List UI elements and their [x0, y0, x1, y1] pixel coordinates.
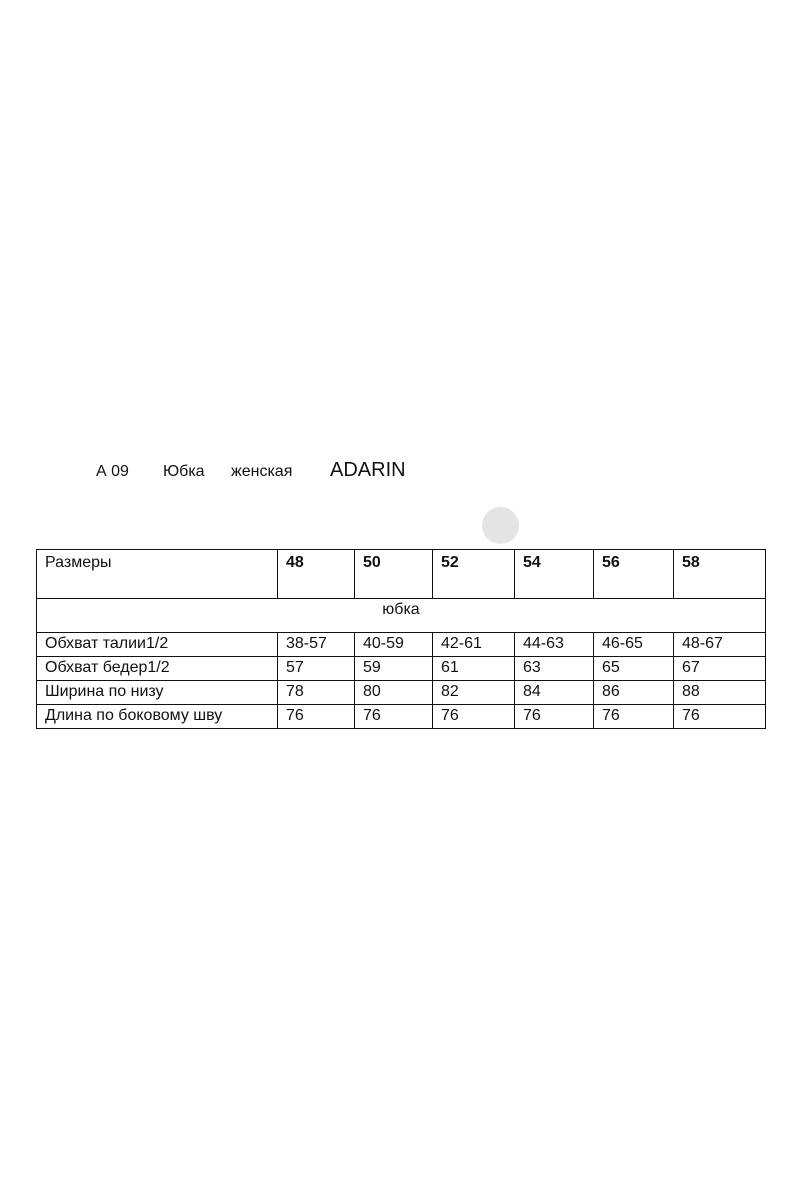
item-name: Юбка [163, 463, 205, 480]
size-header-cell: 48 [278, 550, 355, 599]
table-cell: 46-65 [594, 633, 674, 657]
table-cell: 38-57 [278, 633, 355, 657]
table-cell: 76 [433, 705, 515, 729]
table-cell: 44-63 [515, 633, 594, 657]
section-row [37, 599, 766, 633]
table-cell: 88 [674, 681, 766, 705]
size-header-cell: 54 [515, 550, 594, 599]
table-cell: 82 [433, 681, 515, 705]
row-label: Ширина по низу [37, 681, 278, 705]
size-header-cell: 52 [433, 550, 515, 599]
table-cell: 57 [278, 657, 355, 681]
size-header-cell: 58 [674, 550, 766, 599]
size-header-cell: 50 [355, 550, 433, 599]
row-label: Обхват талии1/2 [37, 633, 278, 657]
table-cell: 76 [674, 705, 766, 729]
table-cell: 65 [594, 657, 674, 681]
table-cell: 48-67 [674, 633, 766, 657]
table-cell: 76 [355, 705, 433, 729]
row-label: Длина по боковому шву [37, 705, 278, 729]
table-cell: 76 [278, 705, 355, 729]
table-cell: 78 [278, 681, 355, 705]
table-cell: 40-59 [355, 633, 433, 657]
table-cell: 84 [515, 681, 594, 705]
table-row [37, 657, 766, 681]
table-cell: 59 [355, 657, 433, 681]
section-label: юбка [37, 599, 766, 633]
table-cell: 63 [515, 657, 594, 681]
row-label: Обхват бедер1/2 [37, 657, 278, 681]
size-header-row [37, 550, 766, 599]
document-header [0, 458, 800, 486]
article-code: А 09 [96, 463, 129, 480]
table-cell: 76 [515, 705, 594, 729]
item-gender: женская [231, 463, 293, 480]
table-cell: 80 [355, 681, 433, 705]
size-chart-table [36, 549, 766, 729]
table-row [37, 705, 766, 729]
brand-name: ADARIN [330, 459, 406, 481]
size-header-cell: 56 [594, 550, 674, 599]
table-cell: 61 [433, 657, 515, 681]
size-header-label: Размеры [37, 550, 278, 599]
table-cell: 67 [674, 657, 766, 681]
table-row [37, 681, 766, 705]
table-row [37, 633, 766, 657]
gray-dot-decoration [482, 507, 519, 544]
table-cell: 76 [594, 705, 674, 729]
table-cell: 42-61 [433, 633, 515, 657]
table-cell: 86 [594, 681, 674, 705]
